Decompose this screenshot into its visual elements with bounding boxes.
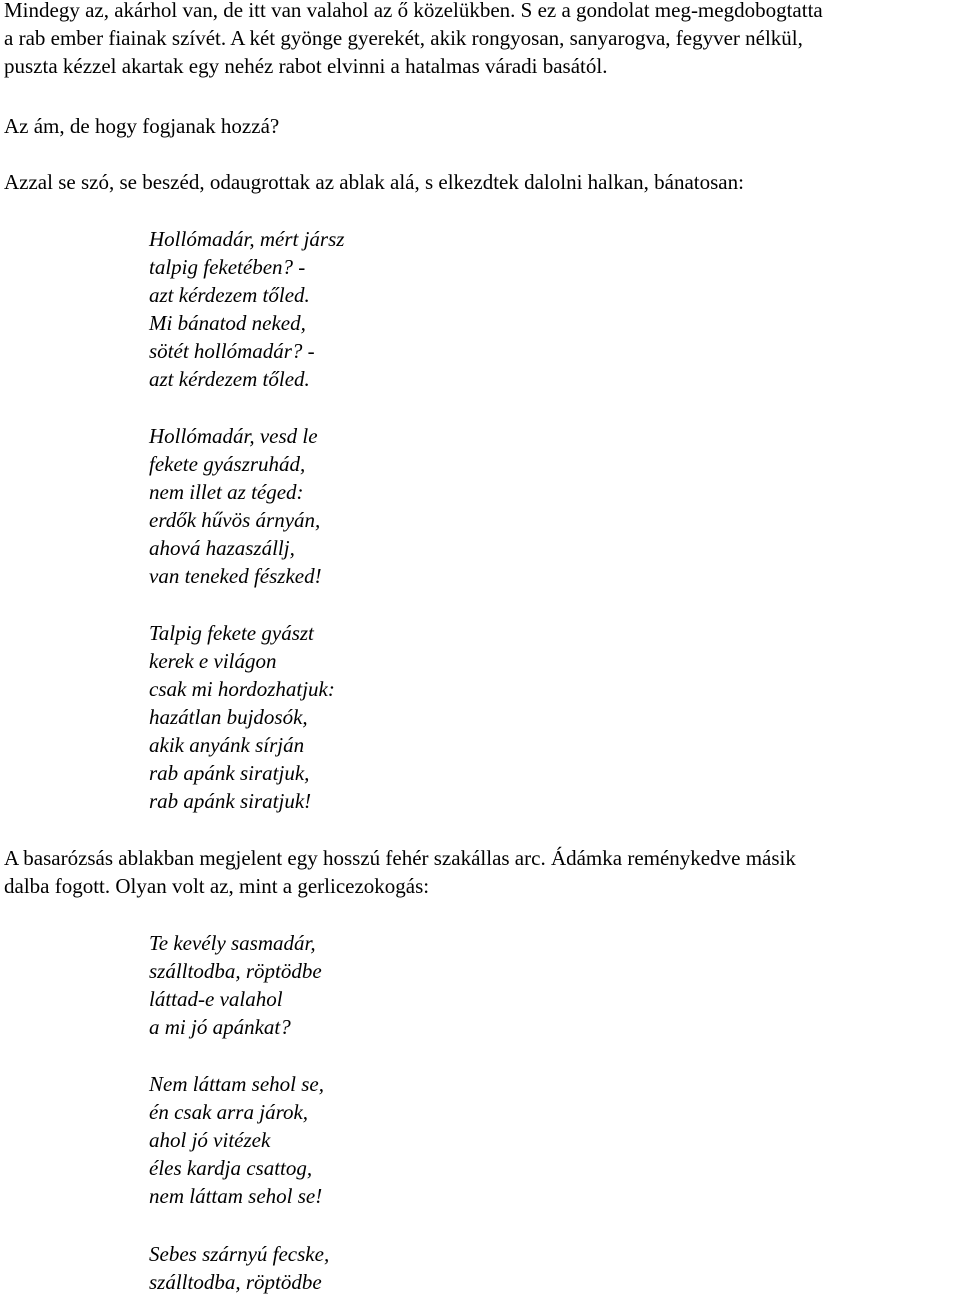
verse-line: Mi bánatod neked,	[149, 311, 306, 335]
song-2-stanza-1	[149, 929, 322, 1041]
verse-line: kerek e világon	[149, 649, 277, 673]
verse-line: Te kevély sasmadár,	[149, 931, 316, 955]
text-line: Azzal se szó, se beszéd, odaugrottak az ablak alá, s elkezdtek dalolni halkan, bánatosan:	[4, 170, 744, 194]
verse-line: szálltodba, röptödbe	[149, 959, 322, 983]
verse-line: láttad-e valahol	[149, 987, 283, 1011]
text-line: Az ám, de hogy fogjanak hozzá?	[4, 114, 280, 138]
paragraph-4	[4, 844, 954, 900]
verse-line: sötét hollómadár? -	[149, 339, 315, 363]
paragraph-1	[4, 0, 954, 80]
song-2-stanza-3	[149, 1240, 329, 1296]
verse-line: van teneked fészked!	[149, 564, 322, 588]
verse-line: Sebes szárnyú fecske,	[149, 1242, 330, 1266]
verse-line: rab apánk siratjuk!	[149, 789, 312, 813]
verse-line: én csak arra járok,	[149, 1100, 309, 1124]
text-line: A basarózsás ablakban megjelent egy hosszú fehér szakállas arc. Ádámka reménykedve másik	[4, 846, 796, 870]
verse-line: azt kérdezem tőled.	[149, 283, 310, 307]
verse-line: éles kardja csattog,	[149, 1156, 313, 1180]
verse-line: nem illet az téged:	[149, 480, 304, 504]
verse-line: akik anyánk sírján	[149, 733, 305, 757]
verse-line: fekete gyászruhád,	[149, 452, 306, 476]
verse-line: talpig feketében? -	[149, 255, 306, 279]
text-line: Mindegy az, akárhol van, de itt van valahol az ő közelükben. S ez a gondolat meg-megdobogtatta	[4, 0, 823, 22]
verse-line: Nem láttam sehol se,	[149, 1072, 324, 1096]
text-line: dalba fogott. Olyan volt az, mint a gerlicezokogás:	[4, 874, 430, 898]
verse-line: nem láttam sehol se!	[149, 1184, 323, 1208]
verse-line: rab apánk siratjuk,	[149, 761, 310, 785]
song-1-stanza-2	[149, 422, 322, 590]
song-1-stanza-3	[149, 619, 335, 815]
verse-line: szálltodba, röptödbe	[149, 1270, 322, 1294]
text-line: puszta kézzel akartak egy nehéz rabot elvinni a hatalmas váradi basától.	[4, 54, 608, 78]
verse-line: hazátlan bujdosók,	[149, 705, 308, 729]
verse-line: Hollómadár, mért jársz	[149, 227, 345, 251]
verse-line: Talpig fekete gyászt	[149, 621, 314, 645]
verse-line: ahol jó vitézek	[149, 1128, 271, 1152]
verse-line: erdők hűvös árnyán,	[149, 508, 321, 532]
paragraph-3	[4, 168, 954, 196]
song-1-stanza-1	[149, 225, 344, 393]
verse-line: Hollómadár, vesd le	[149, 424, 318, 448]
verse-line: azt kérdezem tőled.	[149, 367, 310, 391]
song-2-stanza-2	[149, 1070, 324, 1210]
verse-line: a mi jó apánkat?	[149, 1015, 291, 1039]
verse-line: csak mi hordozhatjuk:	[149, 677, 335, 701]
text-line: a rab ember fiainak szívét. A két gyönge gyerekét, akik rongyosan, sanyarogva, fegyver nélkül,	[4, 26, 803, 50]
paragraph-2	[4, 112, 954, 140]
verse-line: ahová hazaszállj,	[149, 536, 295, 560]
